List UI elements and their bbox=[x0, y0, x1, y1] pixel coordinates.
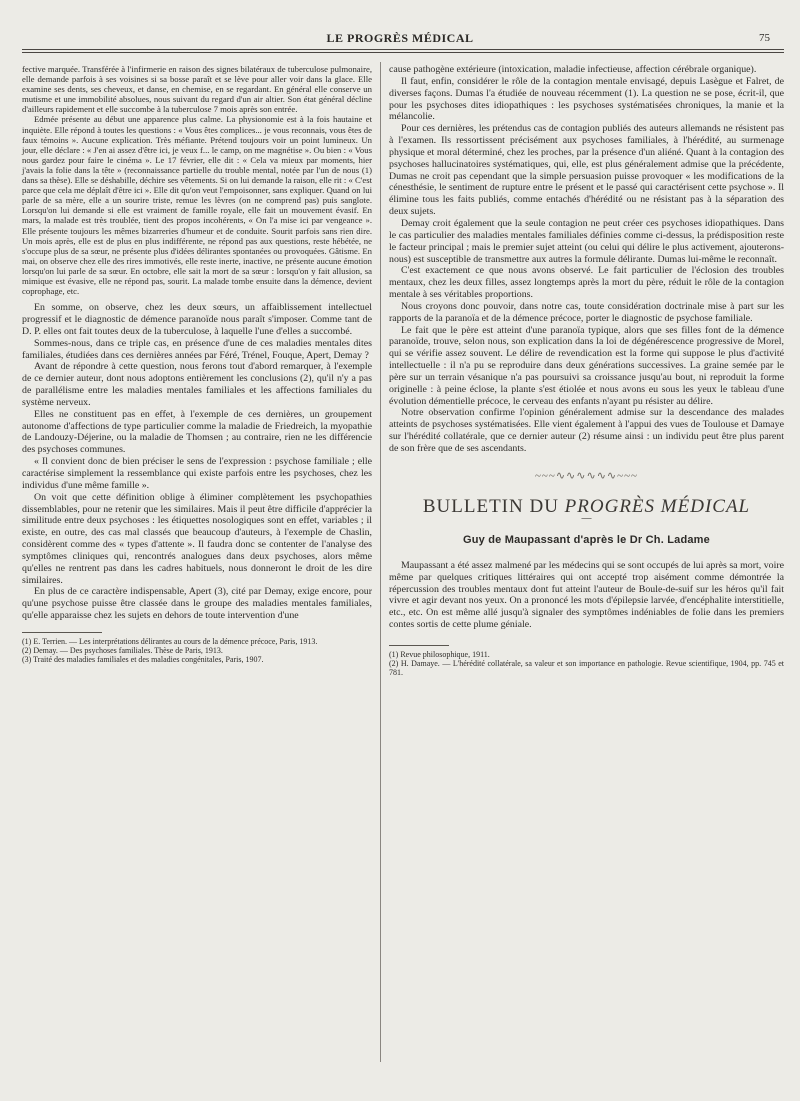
article-title: Guy de Maupassant d'après le Dr Ch. Ladame bbox=[463, 534, 710, 547]
footnote: (1) Revue philosophique, 1911. bbox=[389, 649, 490, 659]
discussion-block bbox=[22, 302, 372, 622]
header-rule-thin bbox=[22, 52, 784, 53]
paragraph: Notre observation confirme l'opinion généralement admise sur la descendance des malades atteints de psychoses systématisées. Elle vient également à l'appui des vues de Toulouse et Damaye sur l'hérédité collatérale, que ce dernier auteur (2) résume ainsi : un individu peut être plus parent de son frère que de ses ascendants. bbox=[389, 407, 784, 454]
footnote: (2) Demay. — Des psychoses familiales. Thèse de Paris, 1913. bbox=[22, 646, 223, 656]
footnotes bbox=[389, 650, 784, 678]
paragraph: Il faut, enfin, considérer le rôle de la contagion mentale envisagé, depuis Lasègue et Falret, de diverses façons. Dumas l'a étudiée de nouveau récemment (1). La question ne se pose, écrit-il, que pour les psychoses dites idiopathiques : les psychoses systématisées chroniques, la manie et la mélancolie. bbox=[389, 75, 784, 123]
paragraph: cause pathogène extérieure (intoxication, maladie infectieuse, affection cérébrale organique). bbox=[389, 64, 757, 75]
footnotes bbox=[22, 637, 372, 665]
paragraph: Le fait que le père est atteint d'une paranoïa typique, alors que ses filles font de la démence paranoïde, trouve, selon nous, son explication dans la loi de dégénérescence progressive de Morel, qui se vérifie assez souvent. Le délire de revendication est la forme qui suppose le plus d'activité intellectuelle : il n'a pu se reproduire dans deux générations successives. La graine semée par le père sur un terrain vésanique n'a pas poursuivi sa croissance jusqu'au bout, ni reproduit la forme originelle : à peine éclose, la plante s'est étiolée et nous avons eu sous les yeux le tableau d'une évolution démentielle précoce, le cerveau des enfants n'ayant pu résister au délire. bbox=[389, 324, 784, 407]
article-body bbox=[389, 560, 784, 631]
paragraph: Maupassant a été assez malmené par les médecins qui se sont occupés de lui après sa mort, voire même par quelques critiques littéraires qui ont accepté trop aisément comme démontrée la répercussion des troubles mentaux dont fut atteint l'auteur de Boule-de-suif sur les héros qu'il fait vivre et agir devant nos yeux. On a prononcé les mots d'épilepsie larvée, d'encéphalite interstitielle, etc., etc. On est même allé jusqu'à signaler des symptômes indéniables de folie dans les premiers contes sortis de cette plume géniale. bbox=[389, 559, 784, 631]
right-column bbox=[389, 64, 784, 678]
left-column bbox=[22, 64, 372, 665]
bulletin-heading bbox=[389, 495, 784, 517]
paragraph: fective marquée. Transférée à l'infirmerie en raison des signes bilatéraux de tuberculose pulmonaire, elle demande parfois à ses voisines si sa bosse paraît et se lève pour aller voir dans la glace. Elle examine ses dents, ses cheveux, et danse, en chemise, en se regardant. En général elle conserve un mutisme et une immobilité absolues, nous suivant du regard d'un air altier. Son état général décline d'ailleurs rapidement et elle succombe à la tuberculose 7 mois après son entrée. bbox=[22, 64, 372, 115]
paragraph: Demay croit également que la seule contagion ne peut créer ces psychoses idiopathiques. Dans le cas particulier des maladies mentales familiales définies comme ci-dessus, la prédisposition reste le facteur principal ; mais le premier sujet atteint (ou celui qui délire le plus activement, ajouterons-nous) est susceptible de transmettre aux autres la formule délirante. Dumas lui-même le reconnaît. bbox=[389, 217, 784, 265]
paragraph: « Il convient donc de bien préciser le sens de l'expression : psychose familiale ; elle caractérise simplement la ressemblance qui existe parfois entre les psychoses, chez les individus d'une même famille ». bbox=[22, 456, 372, 491]
paragraph: En somme, on observe, chez les deux sœurs, un affaiblissement intellectuel progressif et le diagnostic de démence paranoïde nous paraît s'imposer. Comme tant de D. P. elles ont fait toutes deux de la tuberculose, à laquelle l'une d'elles a succombé. bbox=[22, 302, 372, 337]
page-number: 75 bbox=[759, 32, 770, 44]
discussion-continued bbox=[389, 64, 784, 455]
paragraph: C'est exactement ce que nous avons observé. Le fait particulier de l'éclosion des troubles mentaux, chez les deux filles, assez longtemps après la mort du père, réduit le rôle de la contagion mentale à ses véritables proportions. bbox=[389, 265, 784, 301]
section-ornament: ~~~∿∿∿∿∿∿~~~ bbox=[534, 469, 638, 482]
paragraph: On voit que cette définition oblige à éliminer complètement les psychopathies dissemblables, pour ne retenir que les similaires. Mais il peut être difficile d'apprécier la similitude entre deux psychoses : les étiquettes nosologiques sont en effet, variables ; il existe, en outre, des cas mal classés que beaucoup d'auteurs, à l'exemple de Chaslin, considèrent comme des « types d'attente ». Il faudra donc se contenter de l'analyse des symptômes cliniques qui, rencontrés analogues dans deux psychoses, alors même qu'elles ne rentrent pas dans les cadres habituels, nous donneront le droit de les dire similaires. bbox=[22, 491, 372, 586]
footnote: (1) E. Terrien. — Les interprétations délirantes au cours de la démence précoce, Paris, 1913. bbox=[22, 636, 318, 646]
heading-dash: — bbox=[581, 513, 592, 525]
footnote: (3) Traité des maladies familiales et des maladies congénitales, Paris, 1907. bbox=[22, 655, 264, 665]
bulletin-heading-journal: PROGRÈS MÉDICAL bbox=[564, 495, 751, 517]
footnote: (2) H. Damaye. — L'hérédité collatérale, sa valeur et son importance en pathologie. Revue scientifique, 1904, pp. 745 et 781. bbox=[389, 659, 784, 678]
paragraph: Edmée présente au début une apparence plus calme. La physionomie est à la fois hautaine et inquiète. Elle répond à toutes les questions : « Vous êtes complices... je vous reconnais, vous êtes de faux témoins ». Aucune explication. Très méfiante. Prétend toujours voir un point lumineux. Un jour, elle déclare : « J'en ai assez d'être ici, je veux f... le camp, on me magnétise ». Ou bien : « Vous nous gardez pour faire le cinéma ». Le 17 février, elle dit : « Cela va mieux par moments, hier j'avais la folie dans la tête » (reconnaissance partielle du trouble mental, notée par l'un de nous (1) dans sa thèse). Elle se déshabille, déchire ses vêtements. Si on lui demande la raison, elle rit : « C'est parce que cela me déplaît d'être ici ». Elle dit qu'on veut l'empoisonner, sans expliquer. Quand on lui parle de sa mère, elle a un sourire triste, remue les lèvres (on ne comprend pas) puis sanglote. Lorsqu'on lui demande si elle est vraiment de famille royale, elle fait un mouvement évasif. En mars, la malade est très troublée, tient des propos incohérents, « On l'a mise ici par vengeance ». Elle présente toujours les mêmes bizarreries d'humeur et de conduite. Sourit parfois sans rien dire. Un mois après, elle est de plus en plus indifférente, ne répond pas aux questions, reste hébétée, ne s'occupe plus de sa sœur, ne présente plus d'idées délirantes spontanées ou provoquées. Gâtisme. En mai, on observe chez elle des rires immotivés, elle reste inerte, inactive, ne présente aucune émotion lorsqu'on lui parle de sa sœur. En octobre, elle sait la mort de sa sœur : lorsqu'on y fait allusion, sa mimique est évasive, elle ne répond pas, sourit. La malade tombe ensuite dans la démence, devient coprophage, etc. bbox=[22, 114, 372, 297]
paragraph: Sommes-nous, dans ce triple cas, en présence d'une de ces maladies mentales dites familiales, étudiées dans ces dernières années par Féré, Trénel, Fouque, Apert, Demay ? bbox=[22, 337, 372, 361]
column-divider bbox=[380, 62, 381, 1062]
footnote-rule bbox=[22, 632, 102, 633]
paragraph: Avant de répondre à cette question, nous ferons tout d'abord remarquer, à l'exemple de ce dernier auteur, dont nous adoptons entièrement les conclusions (2), qu'il n'y a pas de parallélisme entre les maladies mentales familiales et les affections familiales du système nerveux. bbox=[22, 361, 372, 408]
paragraph: Pour ces dernières, les prétendus cas de contagion publiés des auteurs allemands ne résistent pas à l'examen. Ils ressortissent précisément aux psychoses familiales, à l'hérédité, au surmenage physique et moral déterminé, chez les proches, par la présence d'un aliéné. Quant à la contagion des psychoses hallucinatoires systématiques, qui, elle, est plus généralement admise que la précédente, Dumas ne croit pas cependant que la simple persuasion puisse provoquer « les modifications de la cénesthésie, le sentiment de rupture entre le présent et le passé qui caractérisent cette psychose ». Il élimine tous les faits publiés, comme entachés d'hérédité ou ne résistant pas à la séparation des deux sujets. bbox=[389, 123, 784, 218]
case-observation-block bbox=[22, 64, 372, 296]
running-header-title: LE PROGRÈS MÉDICAL bbox=[326, 31, 474, 45]
paragraph: Nous croyons donc pouvoir, dans notre cas, toute considération doctrinale mise à part sur les rapports de la paranoïa et de la démence précoce, porter le diagnostic de psychose familiale. bbox=[389, 300, 784, 324]
bulletin-heading-prefix: BULLETIN DU bbox=[422, 495, 565, 517]
header-rule bbox=[22, 49, 784, 50]
paragraph: En plus de ce caractère indispensable, Apert (3), cité par Demay, exige encore, pour qu'une psychose puisse être classée dans le groupe des maladies mentales familiales, qu'elle apparaisse chez les sujets en dehors de toute intervention d'une bbox=[22, 586, 372, 622]
footnote-rule bbox=[389, 645, 449, 646]
paragraph: Elles ne constituent pas en effet, à l'exemple de ces dernières, un groupement autonome d'affections de type particulier comme la maladie de Friedreich, la myopathie de Landouzy-Déjerine, ou la maladie de Thomsen ; au contraire, rien ne les différencie des psychoses communes. bbox=[22, 408, 372, 456]
